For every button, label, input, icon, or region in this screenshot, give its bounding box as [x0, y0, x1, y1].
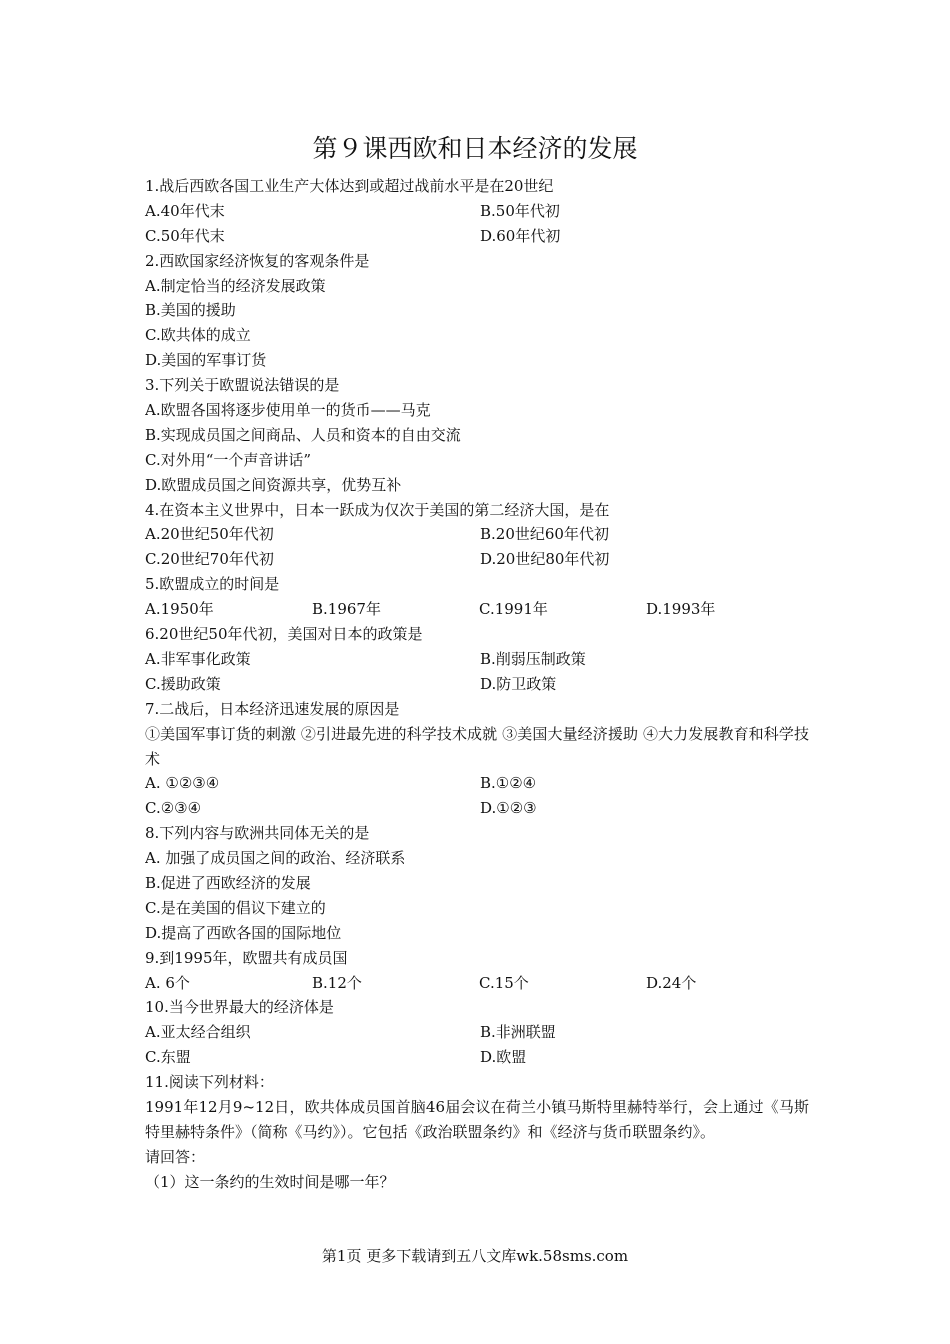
option-d: D.20世纪80年代初 [480, 550, 610, 569]
question-1-stem: 1.战后西欧各国工业生产大体达到或超过战前水平是在20世纪 [145, 177, 554, 195]
option-d: D.60年代初 [480, 226, 561, 245]
question-7-options-row-2 [145, 796, 809, 821]
option-c: C.援助政策 [145, 674, 221, 693]
option-a: A. 加强了成员国之间的政治、经济联系 [145, 849, 406, 868]
option-a: A.20世纪50年代初 [145, 525, 274, 544]
question-10-options-row-1 [145, 1020, 809, 1045]
option-b: B.12个 [312, 973, 362, 992]
option-a: A.制定恰当的经济发展政策 [145, 276, 326, 295]
question-5-stem: 5.欧盟成立的时间是 [145, 575, 280, 594]
question-1-options-row-1 [145, 199, 809, 224]
option-b: B.①②④ [480, 774, 537, 793]
option-d: D.1993年 [646, 600, 716, 619]
option-d: D.①②③ [480, 799, 537, 818]
question-7-choices-text: ①美国军事订货的刺激 ②引进最先进的科学技术成就 ③美国大量经济援助 ④大力发展教育和科学技术 [145, 724, 809, 768]
option-c: C.50年代末 [145, 226, 225, 245]
question-1-options-row-2 [145, 224, 809, 249]
question-6-options-row-2 [145, 672, 809, 697]
option-a: A.亚太经合组织 [145, 1023, 251, 1042]
question-8-stem: 8.下列内容与欧洲共同体无关的是 [145, 824, 370, 843]
page-title: 第９课西欧和日本经济的发展 [312, 134, 638, 163]
option-b: B.50年代初 [480, 201, 560, 220]
option-b: B.1967年 [312, 600, 381, 619]
option-a: A.1950年 [145, 600, 214, 619]
question-7-stem: 7.二战后，日本经济迅速发展的原因是 [145, 699, 400, 718]
option-c: C.东盟 [145, 1048, 191, 1067]
option-a: A.欧盟各国将逐步使用单一的货币——马克 [145, 401, 431, 420]
option-b: B.促进了西欧经济的发展 [145, 873, 311, 892]
option-c: C.是在美国的倡议下建立的 [145, 898, 326, 917]
option-d: D.24个 [646, 973, 697, 992]
question-3-stem: 3.下列关于欧盟说法错误的是 [145, 376, 340, 395]
question-10-options-row-2 [145, 1045, 809, 1070]
question-11-stem: 11.阅读下列材料： [145, 1073, 274, 1092]
page-footer: 第1页 更多下载请到五八文库wk.58sms.com [321, 1247, 629, 1265]
question-9-options-row [145, 971, 809, 996]
question-7-options-row-1 [145, 771, 809, 796]
option-a: A. ①②③④ [145, 774, 220, 793]
option-a: A.非军事化政策 [145, 649, 251, 668]
option-b: B.美国的援助 [145, 301, 236, 320]
question-11-material: 1991年12月9~12日，欧共体成员国首脑46届会议在荷兰小镇马斯特里赫特举行，会上通过《马斯特里赫特条件》（简称《马约》）。它包括《政治联盟条约》和《经济与货币联盟条约》。 [145, 1097, 809, 1141]
question-9-stem: 9.到1995年，欧盟共有成员国 [145, 948, 348, 967]
question-4-options-row-1 [145, 522, 809, 547]
option-d: D.欧盟成员国之间资源共享，优势互补 [145, 475, 402, 494]
option-d: D.防卫政策 [480, 674, 557, 693]
question-2-stem: 2.西欧国家经济恢复的客观条件是 [145, 251, 370, 270]
option-d: D.提高了西欧各国的国际地位 [145, 923, 342, 942]
question-10-stem: 10.当今世界最大的经济体是 [145, 998, 334, 1017]
option-a: A. 6个 [145, 973, 190, 992]
question-4-stem: 4.在资本主义世界中，日本一跃成为仅次于美国的第二经济大国，是在 [145, 500, 610, 519]
question-4-options-row-2 [145, 547, 809, 572]
question-5-options-row [145, 597, 809, 622]
question-list [145, 174, 809, 1195]
question-6-stem: 6.20世纪50年代初，美国对日本的政策是 [145, 625, 423, 644]
option-d: D.欧盟 [480, 1048, 527, 1067]
option-c: C.对外用“一个声音讲话” [145, 450, 312, 469]
option-b: B.削弱压制政策 [480, 649, 586, 668]
option-b: B.实现成员国之间商品、人员和资本的自由交流 [145, 425, 461, 444]
option-a: A.40年代末 [145, 201, 225, 220]
option-d: D.美国的军事订货 [145, 351, 267, 370]
option-c: C.20世纪70年代初 [145, 550, 274, 569]
question-11-prompt: 请回答： [145, 1147, 206, 1166]
option-c: C.②③④ [145, 799, 202, 818]
question-11-sub-1: （1）这一条约的生效时间是哪一年？ [145, 1172, 395, 1191]
option-c: C.15个 [479, 973, 529, 992]
question-6-options-row-1 [145, 647, 809, 672]
option-c: C.1991年 [479, 600, 548, 619]
option-c: C.欧共体的成立 [145, 326, 251, 345]
option-b: B.非洲联盟 [480, 1023, 556, 1042]
option-b: B.20世纪60年代初 [480, 525, 609, 544]
